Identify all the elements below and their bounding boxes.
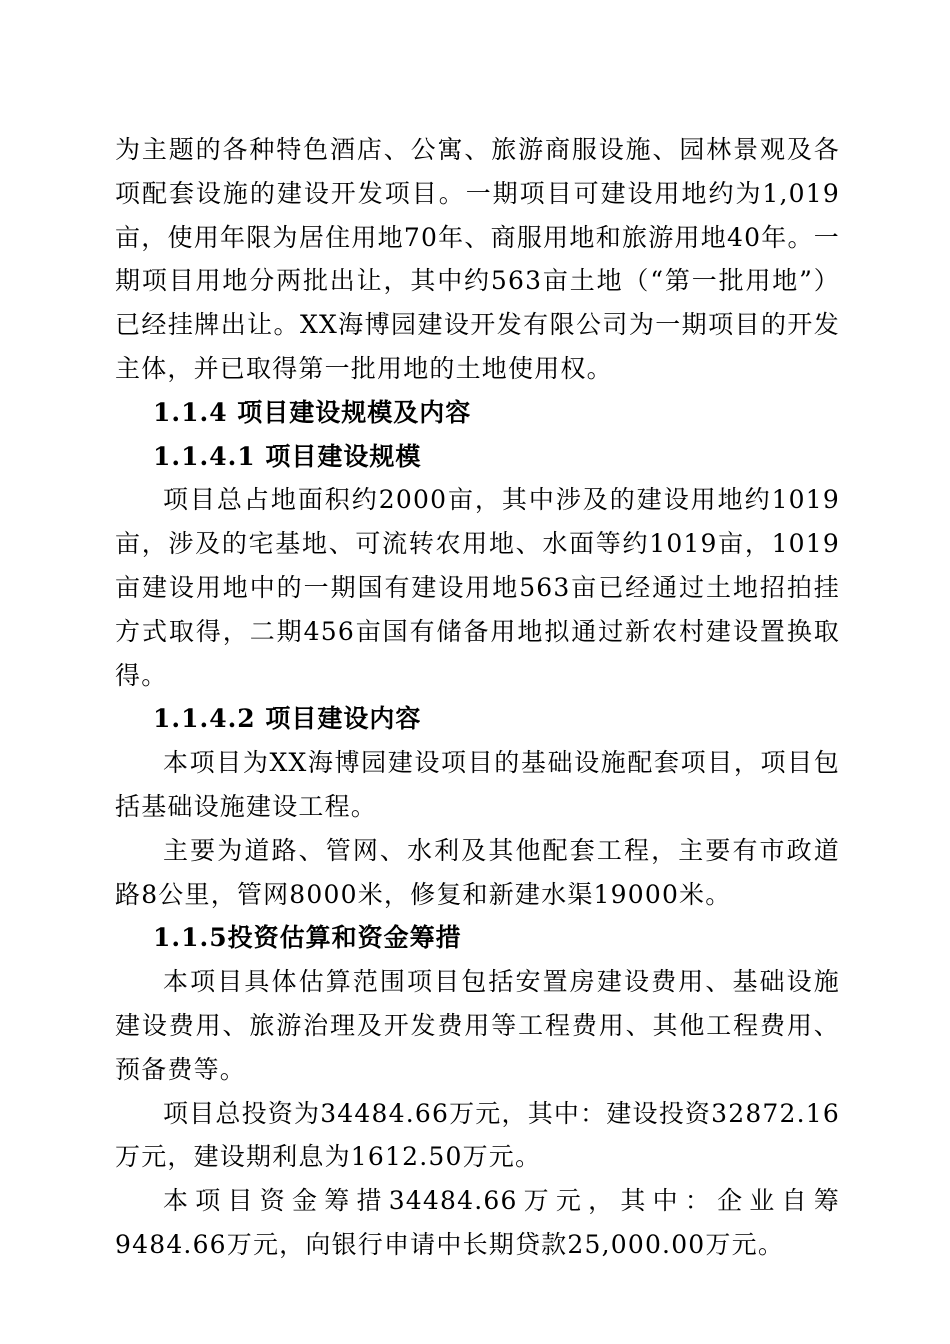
paragraph-total-investment: 项目总投资为34484.66万元，其中：建设投资32872.16万元，建设期利息为1612.50万元。: [115, 1098, 840, 1172]
paragraph-financing: 本项目资金筹措34484.66万元，其中：企业自筹9484.66万元，向银行申请中长期贷款25,000.00万元。: [115, 1186, 840, 1259]
heading-1-1-5: 1.1.5投资估算和资金筹措: [153, 923, 462, 953]
heading-1-1-4: 1.1.4 项目建设规模及内容: [153, 397, 472, 427]
paragraph-content: 本项目为XX海博园建设项目的基础设施配套项目，项目包括基础设施建设工程。: [115, 748, 840, 821]
paragraph-intro: 为主题的各种特色酒店、公寓、旅游商服设施、园林景观及各项配套设施的建设开发项目。一期项目可建设用地约为1,019亩，使用年限为居住用地70年、商服用地和旅游用地40年。一期项目用地分两批出让，其中约563亩土地（“第一批用地”）已经挂牌出让。XX海博园建设开发有限公司为一期项目的开发主体，并已取得第一批用地的土地使用权。: [115, 135, 840, 383]
heading-1-1-4-2: 1.1.4.2 项目建设内容: [153, 704, 422, 734]
paragraph-works: 主要为道路、管网、水利及其他配套工程，主要有市政道路8公里，管网8000米，修复和新建水渠19000米。: [115, 835, 840, 909]
document-page: [115, 128, 840, 1267]
paragraph-scale: 项目总占地面积约2000亩，其中涉及的建设用地约1019亩，涉及的宅基地、可流转农用地、水面等约1019亩，1019亩建设用地中的一期国有建设用地563亩已经通过土地招拍挂方式取得，二期456亩国有储备用地拟通过新农村建设置换取得。: [115, 485, 840, 690]
paragraph-estimate-scope: 本项目具体估算范围项目包括安置房建设费用、基础设施建设费用、旅游治理及开发费用等工程费用、其他工程费用、预备费等。: [115, 967, 840, 1084]
heading-1-1-4-1: 1.1.4.1 项目建设规模: [153, 441, 422, 471]
